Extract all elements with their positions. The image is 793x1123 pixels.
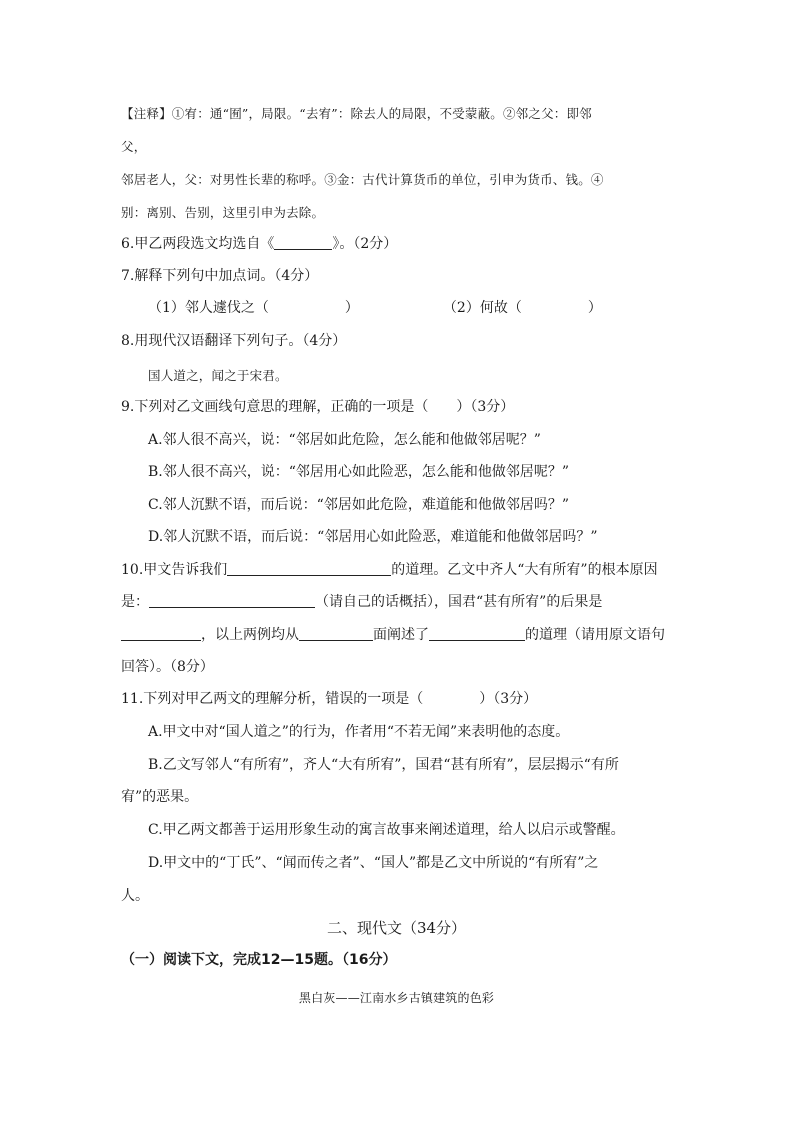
bracket: ） [587, 300, 602, 316]
question-10-line [121, 560, 658, 580]
question-11-stem: 11.下列对甲乙两文的理解分析，错误的一项是（ ）（3分） [121, 691, 538, 707]
option-c: C.邻人沉默不语，而后说：“邻居如此危险，难道能和他做邻居吗？” [148, 497, 569, 513]
annotation-line: 【注释】①宥：通“囿”，局限。“去宥”：除去人的局限，不受蒙蔽。②邻之父：即邻 [121, 106, 592, 121]
question-6 [121, 234, 397, 254]
annotation-line: 邻居老人，父：对男性长辈的称呼。③金：古代计算货币的单位，引申为货币、钱。④ [121, 172, 604, 187]
option-d: D.邻人沉默不语，而后说：“邻居用心如此险恶，难道能和他做邻居吗？” [148, 529, 598, 545]
question-9-stem: 9.下列对乙文画线句意思的理解，正确的一项是（ ）（3分） [121, 399, 515, 415]
annotation-line: 父， [121, 139, 147, 154]
question-text: 》。（2分） [332, 236, 398, 252]
bracket: ） [344, 300, 359, 316]
question-10-line: 回答）。（8分） [121, 659, 214, 675]
question-text: 面阐述了 [373, 627, 429, 643]
answer-blank[interactable] [274, 235, 332, 250]
question-10-line [121, 592, 602, 612]
question-10-line [121, 625, 665, 645]
answer-blank[interactable] [121, 626, 201, 641]
option-c: C.甲乙两文都善于运用形象生动的寓言故事来阐述道理，给人以启示或警醒。 [148, 822, 625, 838]
option-a: A.甲文中对“国人道之”的行为，作者用“不若无闻”来表明他的态度。 [148, 724, 570, 740]
option-b-continued: 宥”的恶果。 [121, 789, 199, 805]
question-text: 的道理（请用原文语句 [525, 627, 665, 643]
article-title: 黑白灰——江南水乡古镇建筑的色彩 [298, 991, 495, 1005]
section-title: 二、现代文（34分） [326, 919, 467, 937]
answer-blank[interactable] [429, 626, 525, 641]
answer-blank[interactable] [227, 561, 391, 576]
question-7-items [148, 298, 602, 318]
annotation-line: 别：离别、告别，这里引申为去除。 [121, 205, 325, 220]
option-b: B.邻人很不高兴，说：“邻居用心如此险恶，怎么能和他做邻居呢？” [148, 464, 570, 480]
question-text: 6.甲乙两段选文均选自《 [121, 236, 275, 252]
question-item: （1）邻人遽伐之（ [148, 300, 269, 316]
question-8-stem: 8.用现代汉语翻译下列句子。（4分） [121, 333, 347, 349]
question-text: （请自己的话概括），国君“甚有所宥”的后果是 [315, 594, 603, 610]
answer-blank[interactable] [299, 626, 373, 641]
question-text: ，以上两例均从 [201, 627, 299, 643]
question-item: （2）何故（ [442, 300, 522, 316]
question-7-stem: 7.解释下列句中加点词。（4分） [121, 268, 319, 284]
question-text: 10.甲文告诉我们 [121, 562, 228, 578]
answer-blank[interactable] [149, 593, 315, 608]
option-a: A.邻人很不高兴，说：“邻居如此危险，怎么能和他做邻居呢？” [148, 432, 541, 448]
part-heading: （一）阅读下文，完成12—15题。（16分） [121, 952, 397, 968]
question-8-sentence: 国人道之，闻之于宋君。 [148, 368, 288, 383]
question-text: 是： [121, 594, 149, 610]
option-b: B.乙文写邻人“有所宥”，齐人“大有所宥”，国君“甚有所宥”，层层揭示“有所 [148, 757, 619, 773]
option-d-continued: 人。 [121, 888, 149, 904]
option-d: D.甲文中的“丁氏”、“闻而传之者”、“国人”都是乙文中所说的“有所宥”之 [148, 855, 599, 871]
question-text: 的道理。乙文中齐人“大有所宥”的根本原因 [391, 562, 658, 578]
